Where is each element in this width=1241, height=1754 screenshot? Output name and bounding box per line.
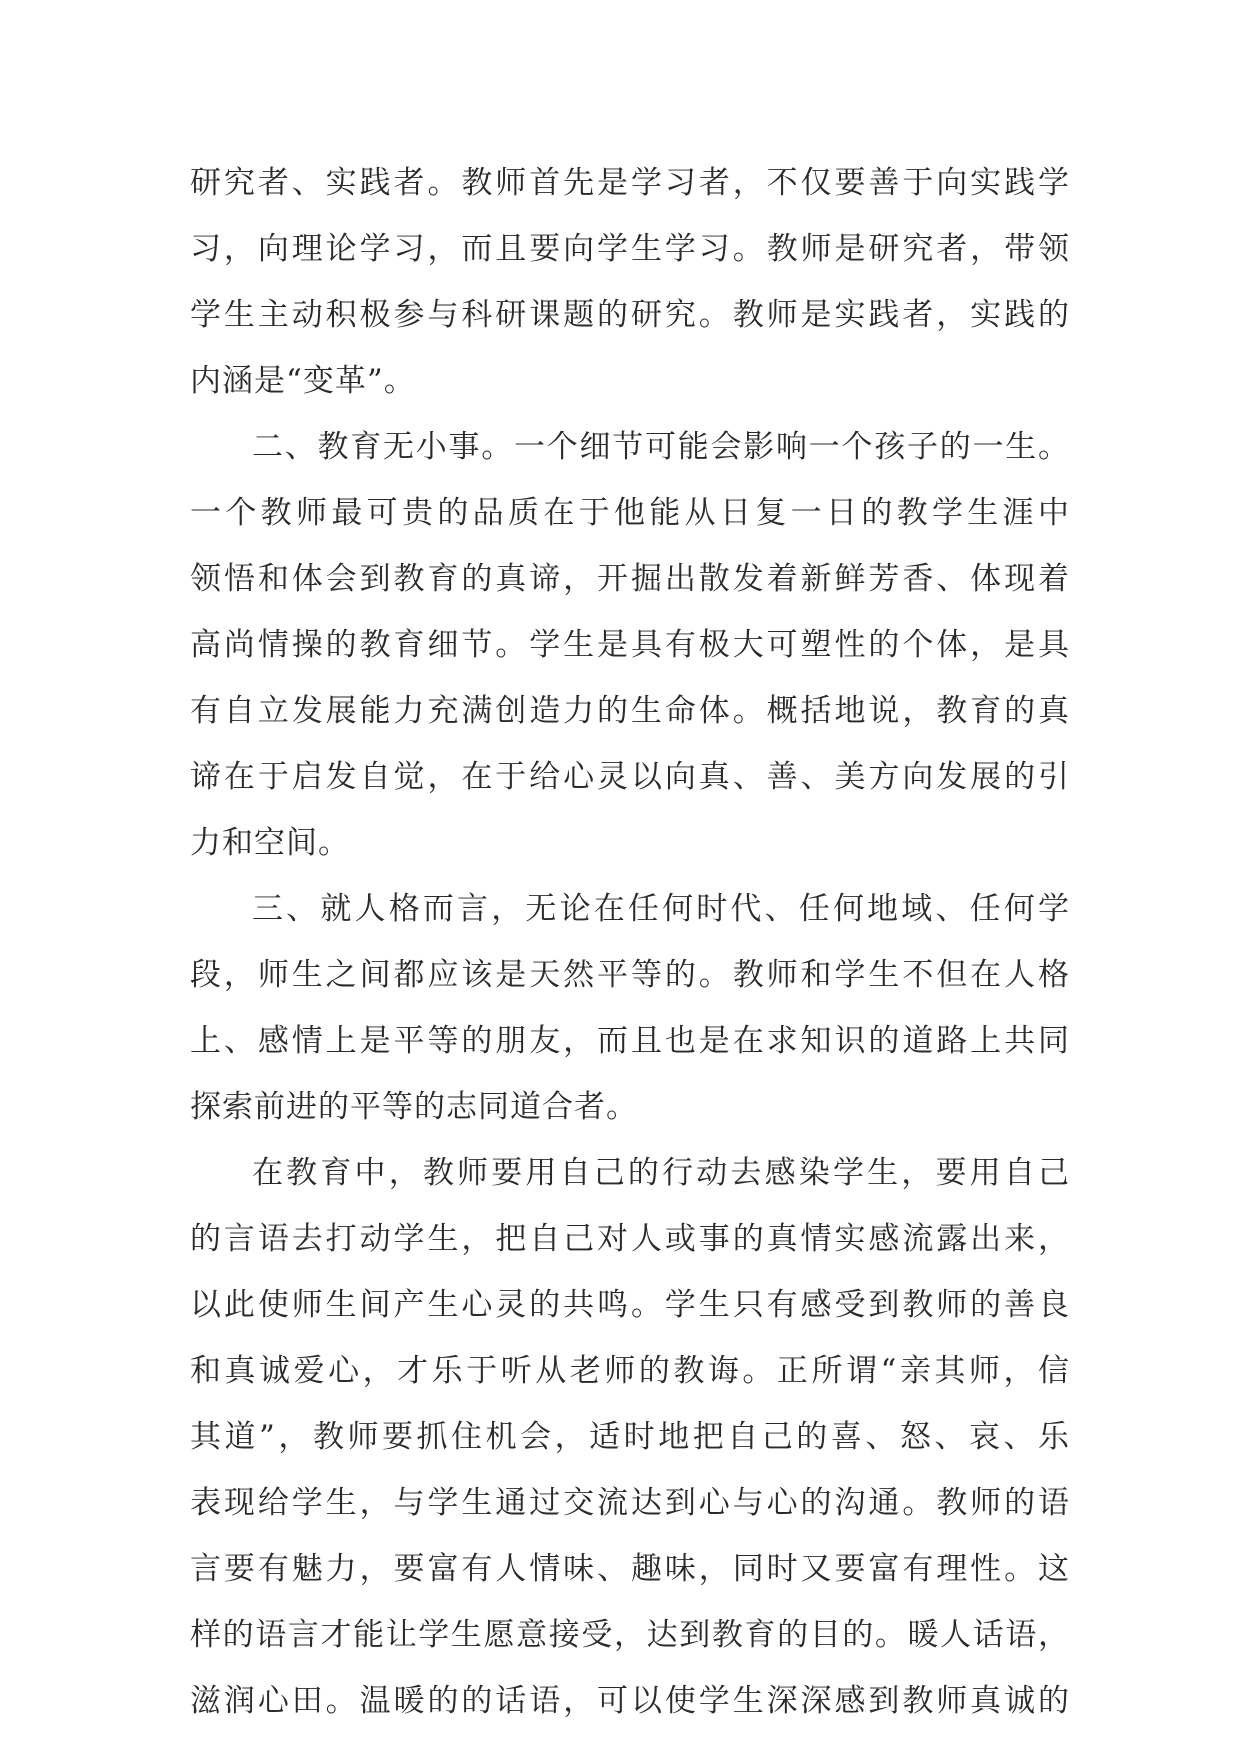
text-line: 力和空间。 bbox=[190, 825, 350, 861]
text-line: 研究者、实践者。教师首先是学习者，不仅要善于向实践学 bbox=[190, 165, 1070, 201]
text-line: 滋润心田。温暖的的话语，可以使学生深深感到教师真诚的 bbox=[190, 1683, 1070, 1719]
text-line: 一个教师最可贵的品质在于他能从日复一日的教学生涯中 bbox=[190, 495, 1070, 531]
text-line: 领悟和体会到教育的真谛，开掘出散发着新鲜芳香、体现着 bbox=[190, 561, 1070, 597]
text-line: 上、感情上是平等的朋友，而且也是在求知识的道路上共同 bbox=[190, 1023, 1070, 1059]
text-line: 二、教育无小事。一个细节可能会影响一个孩子的一生。 bbox=[252, 429, 1070, 465]
text-line: 以此使师生间产生心灵的共鸣。学生只有感受到教师的善良 bbox=[190, 1287, 1070, 1323]
text-line: 有自立发展能力充满创造力的生命体。概括地说，教育的真 bbox=[190, 693, 1070, 729]
text-line: 言要有魅力，要富有人情味、趣味，同时又要富有理性。这 bbox=[190, 1551, 1070, 1587]
text-line: 谛在于启发自觉，在于给心灵以向真、善、美方向发展的引 bbox=[190, 759, 1070, 795]
body-text bbox=[190, 150, 1070, 1734]
text-line: 高尚情操的教育细节。学生是具有极大可塑性的个体，是具 bbox=[190, 627, 1070, 663]
text-line: 其道”，教师要抓住机会，适时地把自己的喜、怒、哀、乐 bbox=[190, 1419, 1070, 1455]
text-line: 内涵是“变革”。 bbox=[190, 363, 416, 399]
text-line: 表现给学生，与学生通过交流达到心与心的沟通。教师的语 bbox=[190, 1485, 1070, 1521]
text-line: 三、就人格而言，无论在任何时代、任何地域、任何学 bbox=[252, 891, 1070, 927]
text-line: 段，师生之间都应该是天然平等的。教师和学生不但在人格 bbox=[190, 957, 1070, 993]
text-line: 在教育中，教师要用自己的行动去感染学生，要用自己 bbox=[252, 1155, 1070, 1191]
text-line: 习，向理论学习，而且要向学生学习。教师是研究者，带领 bbox=[190, 231, 1070, 267]
text-line: 学生主动积极参与科研课题的研究。教师是实践者，实践的 bbox=[190, 297, 1070, 333]
text-line: 和真诚爱心，才乐于听从老师的教诲。正所谓“亲其师，信 bbox=[190, 1353, 1070, 1389]
text-line: 的言语去打动学生，把自己对人或事的真情实感流露出来， bbox=[190, 1221, 1070, 1257]
text-line: 样的语言才能让学生愿意接受，达到教育的目的。暖人话语， bbox=[190, 1617, 1070, 1653]
text-line: 探索前进的平等的志同道合者。 bbox=[190, 1089, 638, 1125]
